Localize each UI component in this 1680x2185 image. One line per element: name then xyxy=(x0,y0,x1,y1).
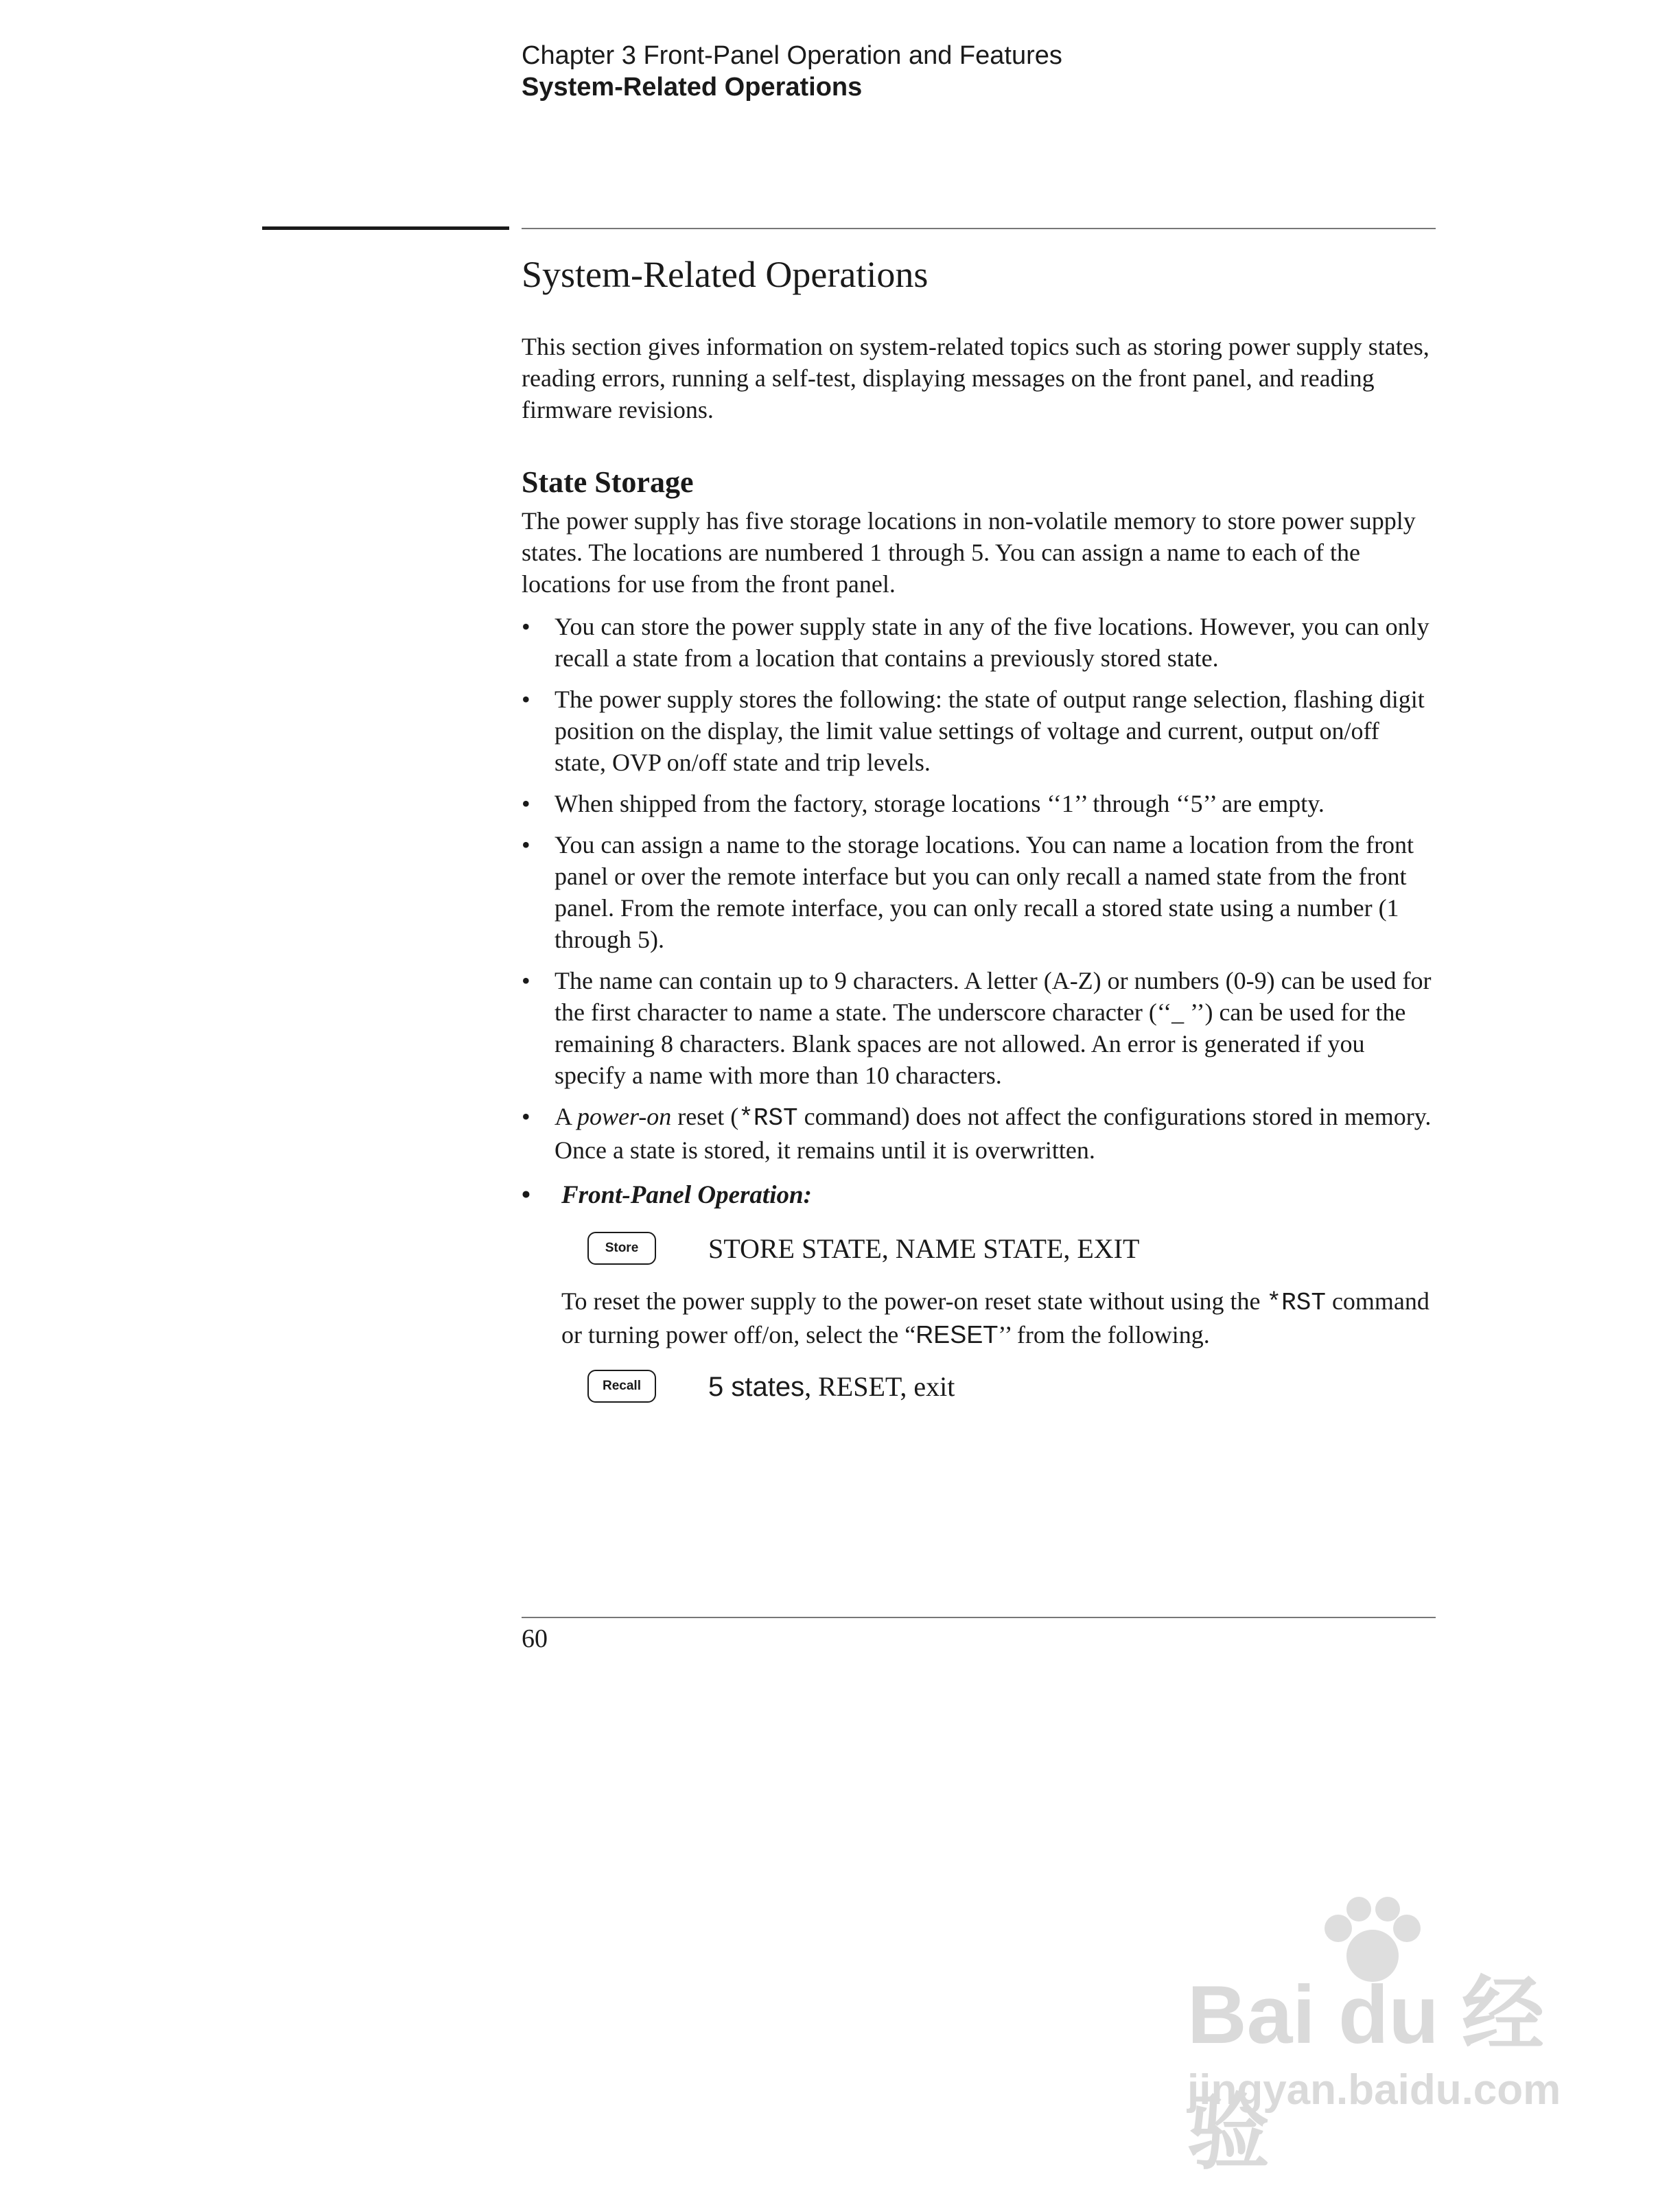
page-title: System-Related Operations xyxy=(522,254,929,295)
list-item: • You can store the power supply state in any of the five locations. However, you can only recall a state from a location that contains a previously stored state. xyxy=(522,611,1436,674)
recall-key: Recall xyxy=(587,1370,656,1403)
store-key: Store xyxy=(587,1232,656,1265)
list-item: • A power-on reset (*RST command) does not affect the configurations stored in memory. Once a state is stored, it remains until it is overwritten. xyxy=(522,1101,1436,1166)
intro-paragraph: This section gives information on system-related topics such as storing power supply states, reading errors, running a self-test, displaying messages on the front panel, and reading firmware revisions. xyxy=(522,333,1430,423)
watermark-logo: Bai du 经验 xyxy=(1187,1969,1545,2179)
state-storage-paragraph: The power supply has five storage locations in non-volatile memory to store power supply states. The locations are numbered 1 through 5. You can assign a name to each of the locations for use from the front panel. xyxy=(522,507,1416,598)
section-rule-thin xyxy=(522,228,1436,229)
state-storage-heading: State Storage xyxy=(522,465,694,499)
watermark xyxy=(1167,1894,1578,2179)
footer-rule xyxy=(522,1617,1436,1618)
reset-note: To reset the power supply to the power-on reset state without using the *RST command or turning power off/on, select the “RESET’’ from the following. xyxy=(561,1287,1430,1348)
reset-word: RESET xyxy=(915,1320,999,1348)
watermark-url: jingyan.baidu.com xyxy=(1187,2066,1561,2114)
list-item: • The power supply stores the following: the state of output range selection, flashing digit position on the display, the limit value settings of voltage and current, output on/off state, OVP on/off state and trip levels. xyxy=(522,683,1436,778)
chapter-title: Chapter 3 Front-Panel Operation and Features xyxy=(522,41,1062,70)
front-panel-heading: • Front-Panel Operation: xyxy=(522,1181,812,1209)
running-header xyxy=(522,40,1062,103)
list-item: • You can assign a name to the storage locations. You can name a location from the front panel or over the remote interface but you can only recall a named state from the front panel. From the remote interface, you can only recall a stored state using a number (1 through 5). xyxy=(522,829,1436,955)
page-number: 60 xyxy=(522,1624,548,1653)
state-storage-list xyxy=(522,611,1436,1166)
recall-menu-text: 5 states, RESET, exit xyxy=(708,1370,955,1402)
section-rule-thick xyxy=(262,226,509,230)
main-content xyxy=(522,240,1436,1403)
rst-command: *RST xyxy=(1266,1289,1326,1317)
list-item: • When shipped from the factory, storage locations ‘‘1’’ through ‘‘5’’ are empty. xyxy=(522,788,1436,819)
store-key-row xyxy=(587,1232,1436,1265)
store-menu-text: STORE STATE, NAME STATE, EXIT xyxy=(708,1232,1140,1264)
power-on-term: power-on xyxy=(577,1103,672,1130)
list-item: • The name can contain up to 9 characters. A letter (A-Z) or numbers (0-9) can be used for the first character to name a state. The underscore character (‘‘_ ’’) can be used for the remaining 8 characters. Blank spaces are not allowed. An error is generated if you specify a name with more than 10 characters. xyxy=(522,965,1436,1091)
section-title: System-Related Operations xyxy=(522,73,863,102)
recall-key-row xyxy=(587,1370,1436,1403)
rst-command: *RST xyxy=(738,1104,798,1132)
